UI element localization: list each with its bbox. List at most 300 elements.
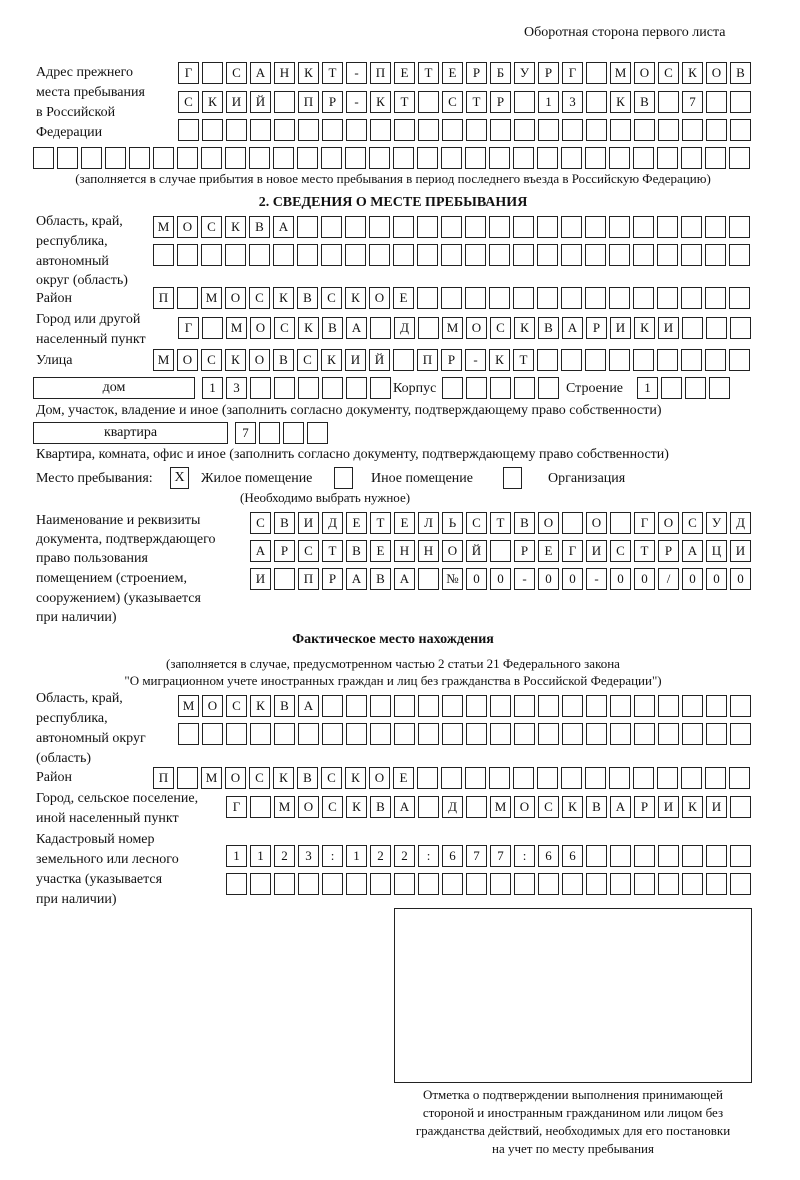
char-cell[interactable]: - [346,91,367,113]
char-cell[interactable] [682,723,703,745]
char-cell[interactable]: Т [634,540,655,562]
char-cell[interactable] [730,723,751,745]
char-cell[interactable] [681,216,702,238]
char-cell[interactable] [442,119,463,141]
char-cell[interactable]: С [274,317,295,339]
char-cell[interactable] [730,845,751,867]
char-cell[interactable] [537,216,558,238]
char-cell[interactable] [177,767,198,789]
char-cell[interactable]: О [249,349,270,371]
char-cell[interactable] [682,873,703,895]
char-cell[interactable]: Е [538,540,559,562]
char-cell[interactable] [307,422,328,444]
char-cell[interactable]: Н [394,540,415,562]
char-cell[interactable]: К [225,216,246,238]
char-cell[interactable] [561,349,582,371]
district-row[interactable] [153,287,750,309]
char-cell[interactable] [418,568,439,590]
char-cell[interactable] [489,244,510,266]
char-cell[interactable] [513,767,534,789]
char-cell[interactable] [634,873,655,895]
char-cell[interactable]: 0 [682,568,703,590]
char-cell[interactable]: О [225,287,246,309]
char-cell[interactable]: П [153,287,174,309]
char-cell[interactable] [274,91,295,113]
char-cell[interactable]: : [514,845,535,867]
char-cell[interactable] [657,349,678,371]
char-cell[interactable]: : [322,845,343,867]
char-cell[interactable] [585,349,606,371]
char-cell[interactable] [658,845,679,867]
char-cell[interactable] [490,873,511,895]
char-cell[interactable] [369,244,390,266]
char-cell[interactable] [177,287,198,309]
char-cell[interactable] [514,723,535,745]
char-cell[interactable]: В [273,349,294,371]
char-cell[interactable]: 7 [235,422,256,444]
char-cell[interactable] [513,287,534,309]
char-cell[interactable] [705,349,726,371]
char-cell[interactable] [274,873,295,895]
char-cell[interactable] [729,216,750,238]
char-cell[interactable] [513,147,534,169]
char-cell[interactable] [610,873,631,895]
char-cell[interactable]: Т [322,540,343,562]
doc-row-2[interactable] [250,540,751,562]
char-cell[interactable] [730,91,751,113]
char-cell[interactable]: В [297,287,318,309]
char-cell[interactable] [250,119,271,141]
char-cell[interactable] [442,695,463,717]
char-cell[interactable] [538,723,559,745]
char-cell[interactable] [346,873,367,895]
char-cell[interactable]: И [730,540,751,562]
char-cell[interactable]: К [298,62,319,84]
char-cell[interactable] [658,723,679,745]
building-row[interactable] [637,377,730,399]
char-cell[interactable]: С [321,287,342,309]
char-cell[interactable] [633,287,654,309]
char-cell[interactable]: С [226,62,247,84]
char-cell[interactable]: / [658,568,679,590]
char-cell[interactable] [177,147,198,169]
char-cell[interactable] [297,244,318,266]
char-cell[interactable]: А [562,317,583,339]
char-cell[interactable]: Г [178,317,199,339]
char-cell[interactable]: О [177,349,198,371]
char-cell[interactable]: С [298,540,319,562]
char-cell[interactable] [709,377,730,399]
char-cell[interactable] [465,216,486,238]
char-cell[interactable]: Й [369,349,390,371]
char-cell[interactable]: В [249,216,270,238]
char-cell[interactable] [225,244,246,266]
char-cell[interactable]: С [250,512,271,534]
char-cell[interactable]: П [298,91,319,113]
char-cell[interactable]: Г [562,62,583,84]
char-cell[interactable] [81,147,102,169]
char-cell[interactable] [658,91,679,113]
checkbox-other-premises[interactable] [334,467,353,489]
char-cell[interactable]: О [634,62,655,84]
char-cell[interactable] [585,244,606,266]
char-cell[interactable] [706,873,727,895]
char-cell[interactable] [250,723,271,745]
char-cell[interactable]: Д [322,512,343,534]
char-cell[interactable]: 2 [394,845,415,867]
house-type-box[interactable]: дом [33,377,195,399]
char-cell[interactable] [489,147,510,169]
prev-address-row-3[interactable] [178,119,751,141]
char-cell[interactable]: И [250,568,271,590]
char-cell[interactable] [634,695,655,717]
char-cell[interactable] [418,723,439,745]
char-cell[interactable]: С [610,540,631,562]
char-cell[interactable] [202,62,223,84]
char-cell[interactable]: В [274,512,295,534]
char-cell[interactable] [490,723,511,745]
char-cell[interactable] [562,119,583,141]
char-cell[interactable] [706,695,727,717]
char-cell[interactable] [129,147,150,169]
char-cell[interactable]: П [298,568,319,590]
char-cell[interactable]: К [225,349,246,371]
char-cell[interactable] [610,695,631,717]
char-cell[interactable] [298,119,319,141]
char-cell[interactable] [538,119,559,141]
char-cell[interactable] [586,873,607,895]
char-cell[interactable] [298,873,319,895]
char-cell[interactable]: Т [418,62,439,84]
char-cell[interactable]: И [658,317,679,339]
char-cell[interactable] [178,119,199,141]
char-cell[interactable] [322,119,343,141]
char-cell[interactable]: 6 [442,845,463,867]
char-cell[interactable] [394,119,415,141]
char-cell[interactable] [729,349,750,371]
flat-number-row[interactable] [235,422,328,444]
char-cell[interactable]: 7 [682,91,703,113]
char-cell[interactable] [394,873,415,895]
char-cell[interactable] [706,91,727,113]
prev-address-row-2[interactable] [178,91,751,113]
char-cell[interactable] [585,147,606,169]
char-cell[interactable] [537,349,558,371]
char-cell[interactable] [177,244,198,266]
char-cell[interactable] [609,767,630,789]
char-cell[interactable]: 1 [250,845,271,867]
char-cell[interactable]: С [538,796,559,818]
char-cell[interactable]: 3 [562,91,583,113]
char-cell[interactable] [418,796,439,818]
doc-row-1[interactable] [250,512,751,534]
char-cell[interactable] [609,244,630,266]
char-cell[interactable] [705,216,726,238]
char-cell[interactable] [705,244,726,266]
char-cell[interactable]: Е [370,540,391,562]
char-cell[interactable]: 7 [490,845,511,867]
char-cell[interactable] [562,873,583,895]
char-cell[interactable]: У [706,512,727,534]
char-cell[interactable] [250,796,271,818]
char-cell[interactable]: П [417,349,438,371]
city-row[interactable] [178,317,751,339]
char-cell[interactable]: А [273,216,294,238]
char-cell[interactable]: Г [634,512,655,534]
char-cell[interactable]: С [249,767,270,789]
char-cell[interactable] [729,767,750,789]
char-cell[interactable]: У [514,62,535,84]
char-cell[interactable] [370,317,391,339]
char-cell[interactable]: 0 [466,568,487,590]
char-cell[interactable]: Н [418,540,439,562]
char-cell[interactable] [418,695,439,717]
char-cell[interactable] [202,317,223,339]
char-cell[interactable] [393,349,414,371]
char-cell[interactable] [682,317,703,339]
char-cell[interactable]: В [370,796,391,818]
char-cell[interactable]: Г [562,540,583,562]
char-cell[interactable]: 0 [634,568,655,590]
char-cell[interactable]: О [586,512,607,534]
char-cell[interactable]: С [682,512,703,534]
char-cell[interactable] [105,147,126,169]
char-cell[interactable]: О [177,216,198,238]
char-cell[interactable]: К [489,349,510,371]
char-cell[interactable] [369,216,390,238]
char-cell[interactable] [298,377,319,399]
char-cell[interactable]: А [298,695,319,717]
char-cell[interactable] [561,147,582,169]
char-cell[interactable] [441,216,462,238]
street-row[interactable] [153,349,750,371]
char-cell[interactable]: С [297,349,318,371]
char-cell[interactable] [634,723,655,745]
char-cell[interactable]: Е [394,62,415,84]
char-cell[interactable] [730,796,751,818]
char-cell[interactable] [730,695,751,717]
char-cell[interactable] [274,377,295,399]
char-cell[interactable] [681,349,702,371]
char-cell[interactable] [490,540,511,562]
char-cell[interactable]: М [274,796,295,818]
char-cell[interactable]: 0 [562,568,583,590]
char-cell[interactable] [682,845,703,867]
char-cell[interactable]: - [586,568,607,590]
char-cell[interactable] [658,695,679,717]
char-cell[interactable]: М [226,317,247,339]
char-cell[interactable] [681,244,702,266]
char-cell[interactable] [706,119,727,141]
char-cell[interactable]: К [682,62,703,84]
char-cell[interactable]: М [490,796,511,818]
char-cell[interactable] [490,119,511,141]
char-cell[interactable] [729,287,750,309]
char-cell[interactable] [274,119,295,141]
char-cell[interactable] [345,244,366,266]
char-cell[interactable] [465,767,486,789]
char-cell[interactable] [730,873,751,895]
char-cell[interactable]: К [610,91,631,113]
char-cell[interactable]: В [730,62,751,84]
char-cell[interactable]: С [442,91,463,113]
char-cell[interactable]: К [370,91,391,113]
char-cell[interactable] [465,287,486,309]
char-cell[interactable] [441,767,462,789]
char-cell[interactable]: С [249,287,270,309]
char-cell[interactable]: Н [274,62,295,84]
char-cell[interactable]: - [465,349,486,371]
char-cell[interactable] [465,147,486,169]
char-cell[interactable]: Р [441,349,462,371]
char-cell[interactable]: Л [418,512,439,534]
char-cell[interactable] [418,317,439,339]
doc-row-3[interactable] [250,568,751,590]
char-cell[interactable]: М [201,767,222,789]
char-cell[interactable] [537,244,558,266]
char-cell[interactable]: И [226,91,247,113]
char-cell[interactable] [657,244,678,266]
cadastre-row-1[interactable] [226,845,751,867]
char-cell[interactable] [681,147,702,169]
char-cell[interactable]: Е [394,512,415,534]
char-cell[interactable] [538,377,559,399]
char-cell[interactable] [321,147,342,169]
char-cell[interactable]: И [345,349,366,371]
char-cell[interactable] [250,873,271,895]
char-cell[interactable]: М [153,349,174,371]
char-cell[interactable]: Т [466,91,487,113]
char-cell[interactable] [514,377,535,399]
char-cell[interactable] [345,216,366,238]
char-cell[interactable] [705,147,726,169]
char-cell[interactable] [537,147,558,169]
char-cell[interactable]: Р [466,62,487,84]
char-cell[interactable]: С [658,62,679,84]
actual-region-row-1[interactable] [178,695,751,717]
char-cell[interactable] [250,377,271,399]
char-cell[interactable]: : [418,845,439,867]
char-cell[interactable] [466,796,487,818]
char-cell[interactable] [489,767,510,789]
char-cell[interactable] [561,244,582,266]
char-cell[interactable] [259,422,280,444]
char-cell[interactable] [226,723,247,745]
char-cell[interactable] [634,119,655,141]
char-cell[interactable] [537,287,558,309]
char-cell[interactable]: В [586,796,607,818]
char-cell[interactable] [418,91,439,113]
char-cell[interactable] [201,147,222,169]
char-cell[interactable]: 1 [538,91,559,113]
char-cell[interactable] [345,147,366,169]
char-cell[interactable] [610,119,631,141]
char-cell[interactable]: 2 [370,845,391,867]
prev-address-row-4[interactable] [33,147,750,169]
char-cell[interactable]: А [250,540,271,562]
char-cell[interactable]: К [298,317,319,339]
char-cell[interactable]: А [610,796,631,818]
char-cell[interactable] [685,377,706,399]
char-cell[interactable]: Р [490,91,511,113]
char-cell[interactable]: И [298,512,319,534]
char-cell[interactable] [417,287,438,309]
char-cell[interactable]: П [370,62,391,84]
char-cell[interactable]: 0 [490,568,511,590]
char-cell[interactable] [33,147,54,169]
char-cell[interactable]: О [225,767,246,789]
char-cell[interactable]: И [706,796,727,818]
char-cell[interactable] [610,845,631,867]
char-cell[interactable]: В [538,317,559,339]
char-cell[interactable]: 2 [274,845,295,867]
char-cell[interactable]: Р [586,317,607,339]
char-cell[interactable] [633,349,654,371]
actual-district-row[interactable] [153,767,750,789]
char-cell[interactable] [657,767,678,789]
char-cell[interactable]: К [202,91,223,113]
char-cell[interactable] [273,244,294,266]
char-cell[interactable]: Т [322,62,343,84]
char-cell[interactable] [249,244,270,266]
char-cell[interactable] [657,216,678,238]
char-cell[interactable]: С [201,216,222,238]
char-cell[interactable] [274,723,295,745]
char-cell[interactable]: П [153,767,174,789]
char-cell[interactable]: В [346,540,367,562]
char-cell[interactable]: Е [346,512,367,534]
char-cell[interactable] [730,317,751,339]
char-cell[interactable]: О [369,767,390,789]
char-cell[interactable]: Т [513,349,534,371]
char-cell[interactable] [297,216,318,238]
char-cell[interactable] [441,244,462,266]
flat-type-box[interactable]: квартира [33,422,228,444]
char-cell[interactable] [346,377,367,399]
char-cell[interactable] [586,723,607,745]
char-cell[interactable] [681,287,702,309]
char-cell[interactable]: С [201,349,222,371]
char-cell[interactable]: В [514,512,535,534]
char-cell[interactable] [370,873,391,895]
char-cell[interactable] [322,723,343,745]
char-cell[interactable]: 7 [466,845,487,867]
char-cell[interactable]: 6 [562,845,583,867]
char-cell[interactable]: В [297,767,318,789]
char-cell[interactable]: А [394,568,415,590]
char-cell[interactable]: С [490,317,511,339]
char-cell[interactable] [657,287,678,309]
char-cell[interactable] [466,377,487,399]
char-cell[interactable] [178,723,199,745]
char-cell[interactable]: Е [442,62,463,84]
char-cell[interactable] [562,723,583,745]
char-cell[interactable] [57,147,78,169]
char-cell[interactable] [417,767,438,789]
char-cell[interactable]: К [346,796,367,818]
char-cell[interactable] [466,873,487,895]
char-cell[interactable] [586,119,607,141]
char-cell[interactable]: - [514,568,535,590]
char-cell[interactable] [153,244,174,266]
char-cell[interactable] [729,244,750,266]
char-cell[interactable]: Р [538,62,559,84]
char-cell[interactable] [283,422,304,444]
char-cell[interactable]: № [442,568,463,590]
char-cell[interactable] [657,147,678,169]
char-cell[interactable] [585,287,606,309]
char-cell[interactable]: М [610,62,631,84]
